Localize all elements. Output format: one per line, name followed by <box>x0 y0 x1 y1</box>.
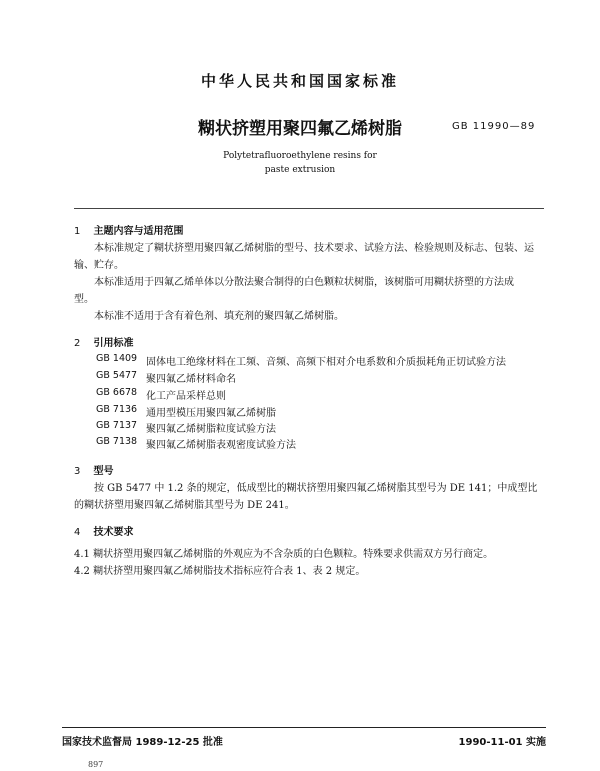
section-4-heading <box>74 523 133 538</box>
ref-code: GB 7137 <box>96 420 138 431</box>
ref-code: GB 7138 <box>96 436 138 447</box>
s1-paragraph-1a: 本标准规定了糊状挤塑用聚四氟乙烯树脂的型号、技术要求、试验方法、检验规则及标志、包装、运 <box>94 243 534 254</box>
standard-number: GB 11990—89 <box>452 121 536 132</box>
top-divider <box>74 208 544 209</box>
effective-date: 1990-11-01 实施 <box>458 737 546 748</box>
s1-paragraph-3: 本标准不适用于含有着色剂、填充剂的聚四氟乙烯树脂。 <box>94 311 344 322</box>
section-title: 主题内容与适用范围 <box>93 226 184 237</box>
s3-paragraph-a: 按 GB 5477 中 1.2 条的规定，低成型比的糊状挤塑用聚四氟乙烯树脂其型号为 DE 141；中成型比 <box>94 483 538 494</box>
section-title: 型号 <box>93 466 114 477</box>
ref-title: 化工产品采样总则 <box>146 391 226 402</box>
clause-4-1: 4.1 糊状挤塑用聚四氟乙烯树脂的外观应为不含杂质的白色颗粒。特殊要求供需双方另行商定。 <box>74 549 494 560</box>
ref-code: GB 7136 <box>96 404 138 415</box>
document-title: 糊状挤塑用聚四氟乙烯树脂 <box>198 119 402 139</box>
english-title-line-1: Polytetrafluoroethylene resins for <box>223 151 377 161</box>
ref-title: 固体电工绝缘材料在工频、音频、高频下相对介电系数和介质损耗角正切试验方法 <box>146 357 506 368</box>
approval-date: 国家技术监督局 1989-12-25 批准 <box>62 737 223 748</box>
section-1-heading <box>74 222 183 237</box>
s1-paragraph-2b: 型。 <box>74 294 94 305</box>
standard-header: 中华人民共和国国家标准 <box>200 72 399 90</box>
section-3-heading <box>74 462 113 477</box>
s1-paragraph-1b: 输、贮存。 <box>74 260 124 271</box>
english-title-line-2: paste extrusion <box>264 165 336 175</box>
section-number: 3 <box>74 466 81 477</box>
ref-code: GB 6678 <box>96 387 138 398</box>
s3-paragraph-b: 的糊状挤塑用聚四氟乙烯树脂其型号为 DE 241。 <box>74 500 295 511</box>
ref-title: 聚四氟乙烯树脂粒度试验方法 <box>146 424 276 435</box>
section-number: 4 <box>74 527 81 538</box>
ref-code: GB 1409 <box>96 353 138 364</box>
section-title: 技术要求 <box>93 527 134 538</box>
section-number: 2 <box>74 338 81 349</box>
page-number: 897 <box>88 760 104 769</box>
section-title: 引用标准 <box>93 338 134 349</box>
s1-paragraph-2a: 本标准适用于四氟乙烯单体以分散法聚合制得的白色颗粒状树脂，该树脂可用糊状挤塑的方法成 <box>94 277 514 288</box>
ref-title: 聚四氟乙烯材料命名 <box>146 374 236 385</box>
ref-code: GB 5477 <box>96 370 138 381</box>
footer-divider <box>62 727 546 728</box>
ref-title: 通用型模压用聚四氟乙烯树脂 <box>146 408 276 419</box>
clause-4-2: 4.2 糊状挤塑用聚四氟乙烯树脂技术指标应符合表 1、表 2 规定。 <box>74 566 366 577</box>
section-2-heading <box>74 334 133 349</box>
ref-title: 聚四氟乙烯树脂表观密度试验方法 <box>146 440 296 451</box>
section-number: 1 <box>74 226 81 237</box>
